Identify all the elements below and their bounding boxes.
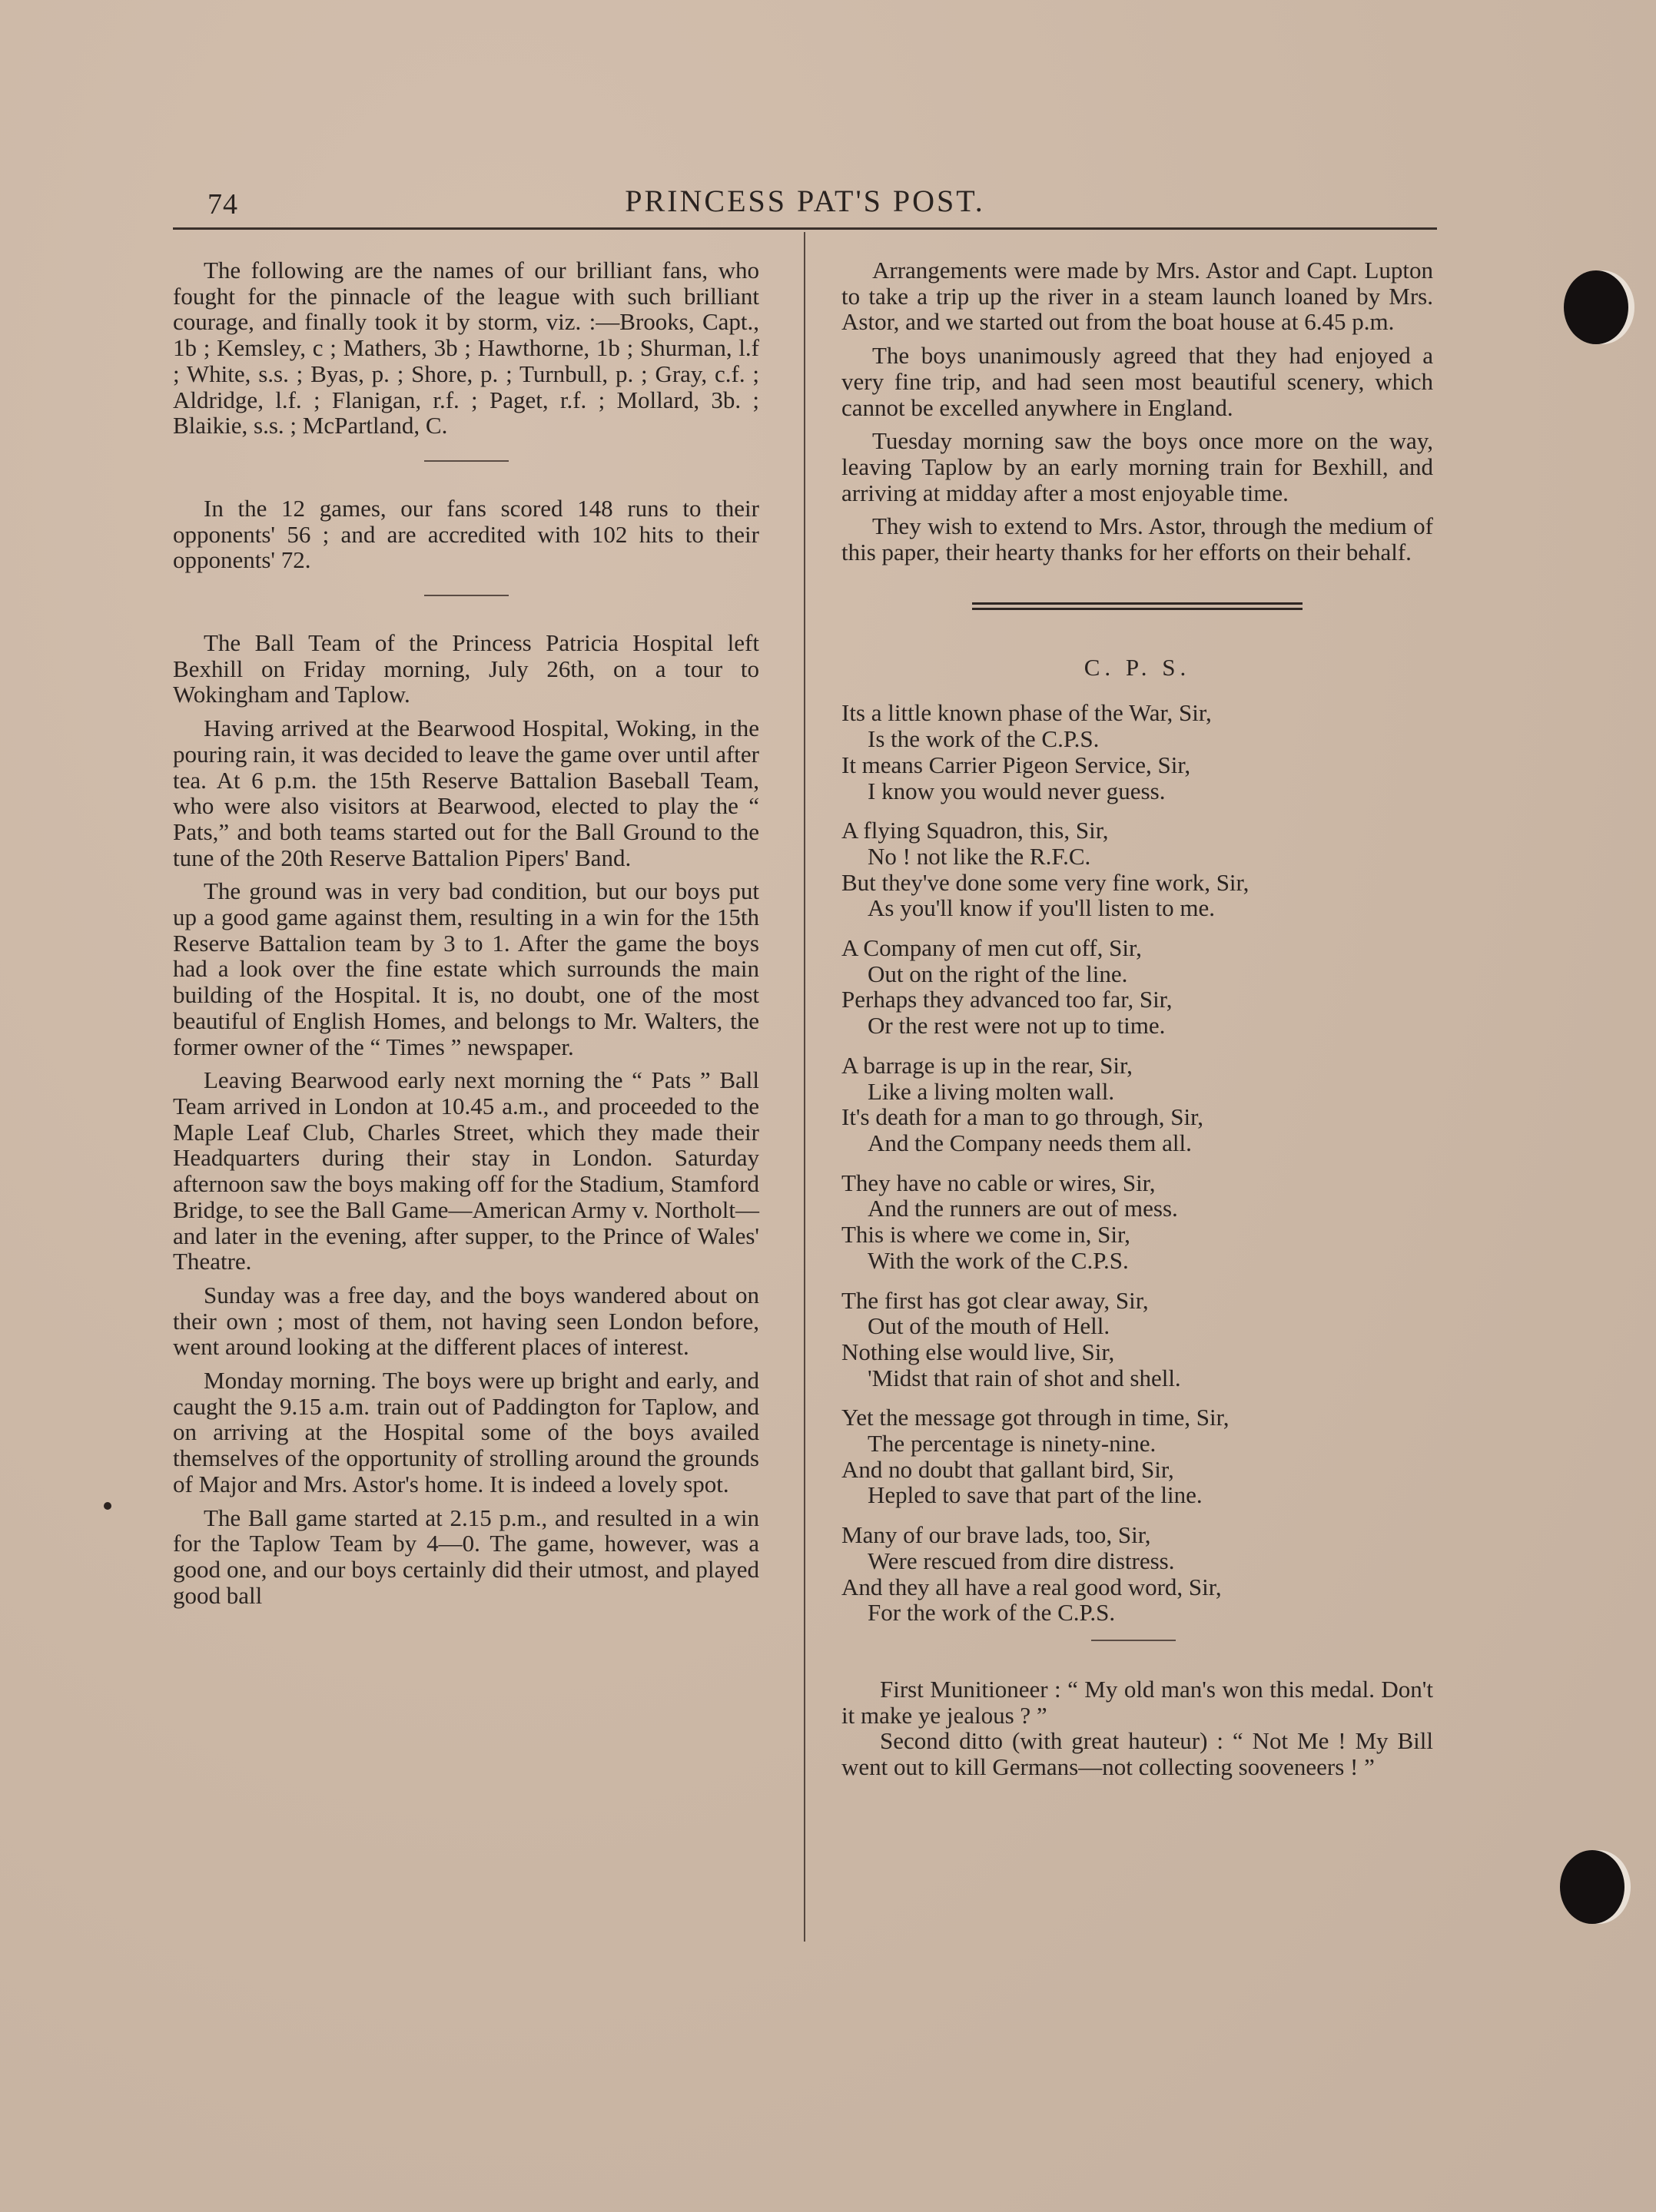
- poem-line: But they've done some very fine work, Sir,: [841, 868, 1249, 896]
- section-divider: [424, 595, 509, 596]
- poem-line: For the work of the C.P.S.: [868, 1599, 1116, 1627]
- poem-line: And they all have a real good word, Sir,: [841, 1573, 1222, 1600]
- poem-stanza: [841, 1404, 1433, 1508]
- poem-line: Hepled to save that part of the line.: [868, 1481, 1203, 1509]
- page-header: [173, 178, 1437, 227]
- paragraph: Tuesday morning saw the boys once more on the way, leaving Taplow by an early morning train for Bexhill, and arriving at midday after a most enjoyable time.: [841, 427, 1433, 506]
- punch-hole: [1560, 1850, 1624, 1924]
- poem-line: Like a living molten wall.: [868, 1077, 1115, 1105]
- poem-line: Is the work of the C.P.S.: [868, 725, 1100, 753]
- poem-line: Yet the message got through in time, Sir,: [841, 1404, 1230, 1431]
- running-title: PRINCESS PAT'S POST.: [625, 184, 985, 218]
- paragraph: The ground was in very bad condition, but our boys put up a good game against them, resulting in a win for the 15th Reserve Battalion team by 3 to 1. After the game the boys had a look over the fine estate which surrounds the main building of the Hospital. It is, no doubt, one of the most beautiful of English Homes, and belongs to Mr. Walters, the former owner of the “ Times ” newspaper.: [173, 877, 759, 1060]
- poem-line: A barrage is up in the rear, Sir,: [841, 1051, 1133, 1079]
- poem-line: A flying Squadron, this, Sir,: [841, 817, 1109, 844]
- poem-line: I know you would never guess.: [868, 777, 1166, 804]
- paragraph: The boys unanimously agreed that they had enjoyed a very fine trip, and had seen most beautiful scenery, which cannot be excelled anywhere in England.: [841, 342, 1433, 421]
- poem-line: Many of our brave lads, too, Sir,: [841, 1521, 1151, 1549]
- poem-line: Its a little known phase of the War, Sir,: [841, 699, 1212, 727]
- poem-line: It means Carrier Pigeon Service, Sir,: [841, 751, 1191, 778]
- section-divider: [424, 460, 509, 462]
- header-rule: [173, 227, 1437, 230]
- poem-line: Perhaps they advanced too far, Sir,: [841, 986, 1173, 1013]
- section-divider: [1091, 1640, 1176, 1641]
- poem-line: Were rescued from dire distress.: [868, 1547, 1175, 1574]
- poem-line: A Company of men cut off, Sir,: [841, 934, 1142, 962]
- poem-stanza: [841, 1053, 1433, 1156]
- poem-line: As you'll know if you'll listen to me.: [868, 894, 1216, 922]
- joke: [841, 1676, 1433, 1780]
- poem-line: With the work of the C.P.S.: [868, 1246, 1129, 1274]
- joke-line: Second ditto (with great hauteur) : “ Not Me ! My Bill went out to kill Germans—not collecting sooveneers ! ”: [841, 1727, 1433, 1781]
- poem-line: And the runners are out of mess.: [868, 1195, 1178, 1222]
- column-divider: [804, 232, 805, 1942]
- poem-stanza: [841, 817, 1433, 921]
- poem-line: The percentage is ninety-nine.: [868, 1430, 1157, 1458]
- poem-title: C. P. S.: [1084, 653, 1191, 681]
- paragraph: Having arrived at the Bearwood Hospital, Woking, in the pouring rain, it was decided to leave the game over until after tea. At 6 p.m. the 15th Reserve Battalion Baseball Team, who were also visitors at Bearwood, elected to play the “ Pats,” and both teams started out for the Ball Ground to the tune of the 20th Reserve Battalion Pipers' Band.: [173, 715, 759, 871]
- joke-line: First Munitioneer : “ My old man's won this medal. Don't it make ye jealous ? ”: [841, 1675, 1433, 1729]
- paragraph: Monday morning. The boys were up bright and early, and caught the 9.15 a.m. train out of Paddington for Taplow, and on arriving at the Hospital some of the boys availed themselves of the opportunity of strolling around the grounds of Major and Mrs. Astor's home. It is indeed a lovely spot.: [173, 1367, 759, 1497]
- punch-hole: [1564, 270, 1628, 344]
- poem-line: The first has got clear away, Sir,: [841, 1286, 1149, 1314]
- poem: [841, 700, 1433, 1626]
- paragraph: In the 12 games, our fans scored 148 runs to their opponents' 56 ; and are accredited with 102 hits to their opponents' 72.: [173, 494, 759, 574]
- paragraph: Arrangements were made by Mrs. Astor and Capt. Lupton to take a trip up the river in a steam launch loaned by Mrs. Astor, and we started out from the boat house at 6.45 p.m.: [841, 257, 1433, 336]
- ink-speck: [104, 1502, 111, 1510]
- paragraph: Sunday was a free day, and the boys wandered about on their own ; most of them, not having seen London before, went around looking at the different places of interest.: [173, 1281, 759, 1361]
- poem-line: Nothing else would live, Sir,: [841, 1338, 1115, 1365]
- page-number: 74: [207, 188, 238, 221]
- right-column: [841, 257, 1433, 1780]
- poem-line: 'Midst that rain of shot and shell.: [868, 1364, 1181, 1391]
- poem-stanza: [841, 1522, 1433, 1626]
- left-column: [173, 257, 759, 1616]
- paragraph: The Ball Team of the Princess Patricia Hospital left Bexhill on Friday morning, July 26th, on a tour to Wokingham and Taplow.: [173, 629, 759, 708]
- poem-stanza: [841, 1288, 1433, 1391]
- poem-stanza: [841, 1170, 1433, 1274]
- poem-line: And no doubt that gallant bird, Sir,: [841, 1455, 1174, 1483]
- poem-line: Out on the right of the line.: [868, 960, 1128, 987]
- poem-stanza: [841, 935, 1433, 1039]
- poem-line: And the Company needs them all.: [868, 1129, 1192, 1156]
- poem-line: No ! not like the R.F.C.: [868, 842, 1091, 870]
- poem-line: This is where we come in, Sir,: [841, 1221, 1130, 1249]
- poem-line: They have no cable or wires, Sir,: [841, 1169, 1156, 1196]
- poem-stanza: [841, 700, 1433, 804]
- paragraph: Leaving Bearwood early next morning the “ Pats ” Ball Team arrived in London at 10.45 a.m., and proceeded to the Maple Leaf Club, Charles Street, which they made their Headquarters during their stay in London. Saturday afternoon saw the boys making off for the Stadium, Stamford Bridge, to see the Ball Game—American Army v. Northolt—and later in the evening, after supper, to the Prince of Wales' Theatre.: [173, 1066, 759, 1275]
- poem-line: Or the rest were not up to time.: [868, 1012, 1166, 1040]
- paragraph: They wish to extend to Mrs. Astor, through the medium of this paper, their hearty thanks for her efforts on their behalf.: [841, 512, 1433, 566]
- paragraph: The following are the names of our brilliant fans, who fought for the pinnacle of the league with such brilliant courage, and finally took it by storm, viz. :—Brooks, Capt., 1b ; Kemsley, c ; Mathers, 3b ; Hawthorne, 1b ; Shurman, l.f ; White, s.s. ; Byas, p. ; Shore, p. ; Turnbull, p. ; Gray, c.f. ; Aldridge, l.f. ; Flanigan, r.f. ; Paget, r.f. ; Mollard, 3b. ; Blaikie, s.s. ; McPartland, C.: [173, 257, 759, 439]
- double-rule-divider: [972, 602, 1303, 610]
- paragraph: The Ball game started at 2.15 p.m., and resulted in a win for the Taplow Team by 4—0. The game, however, was a good one, and our boys certainly did their utmost, and played good ball: [173, 1504, 759, 1609]
- poem-line: Out of the mouth of Hell.: [868, 1312, 1110, 1340]
- poem-line: It's death for a man to go through, Sir,: [841, 1103, 1203, 1131]
